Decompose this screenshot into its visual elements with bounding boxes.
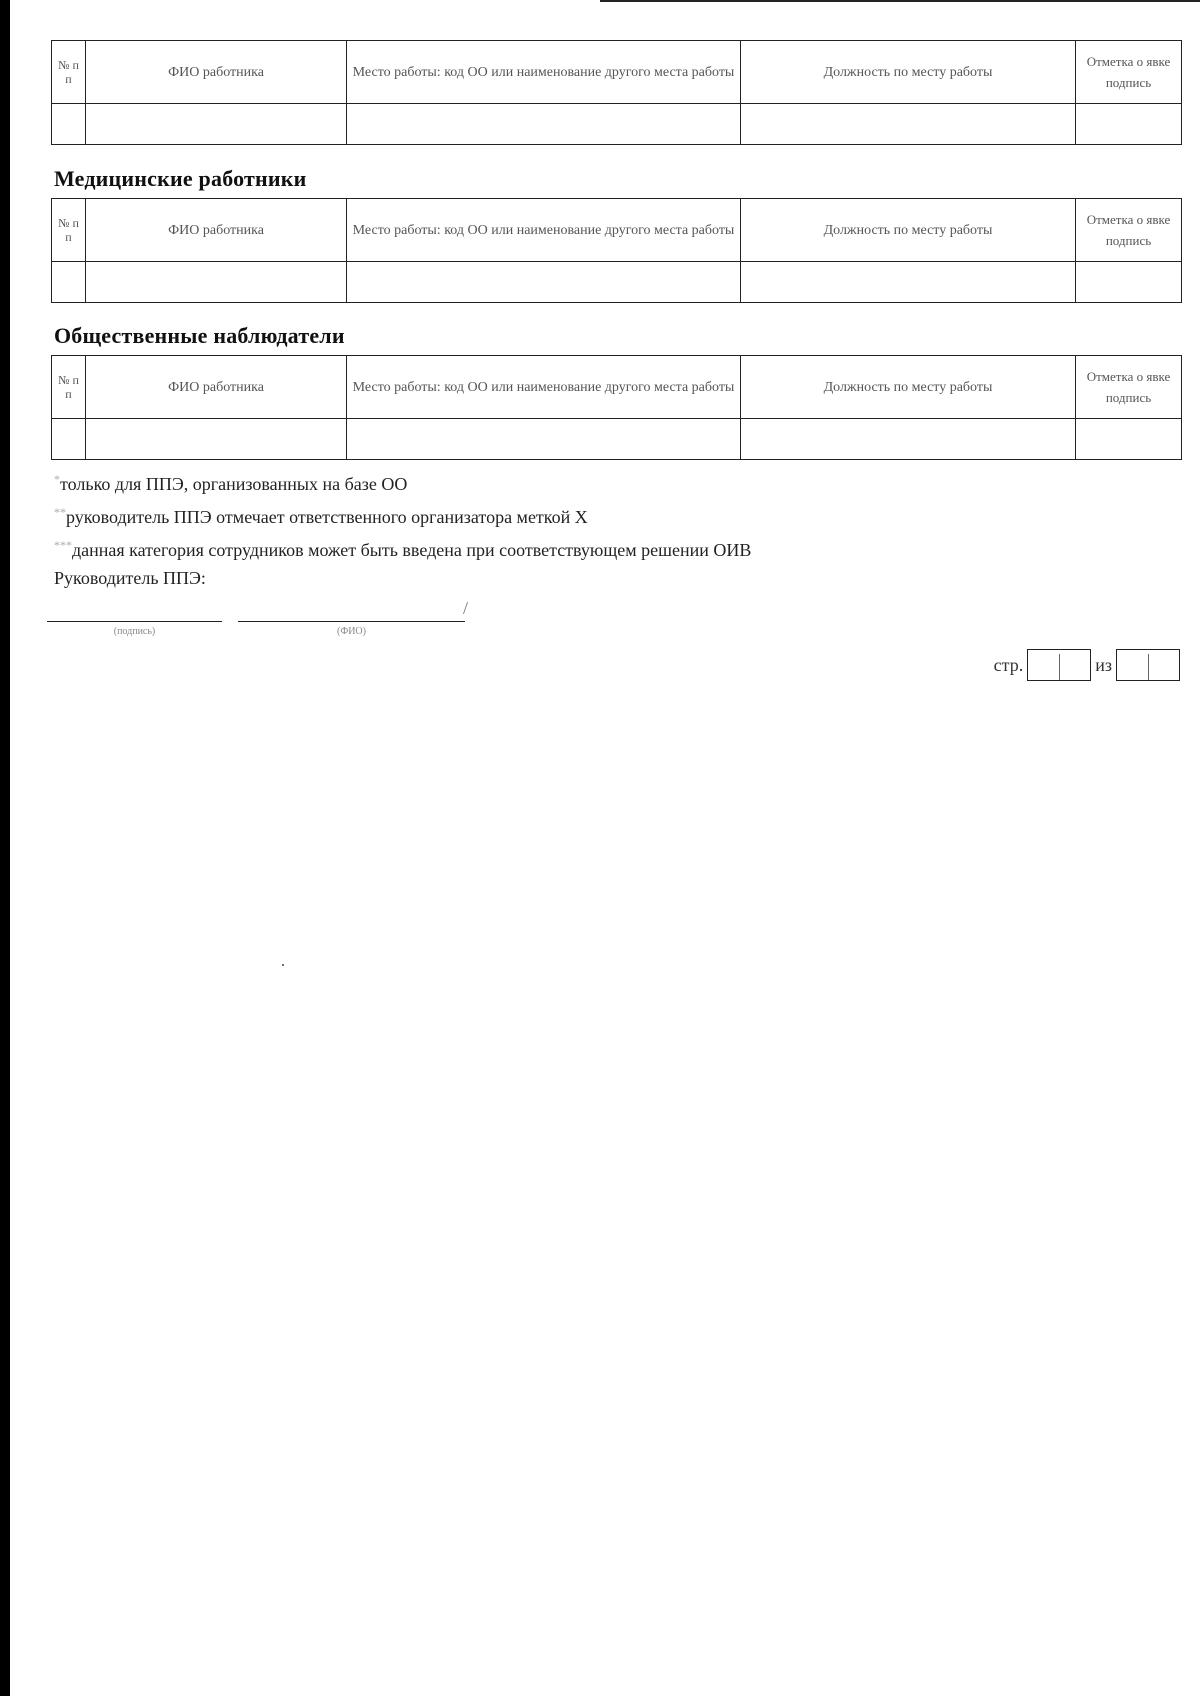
cell-position[interactable] bbox=[741, 262, 1076, 303]
scan-edge-left bbox=[0, 0, 10, 1696]
cell-fio[interactable] bbox=[86, 104, 347, 145]
cell-num[interactable] bbox=[52, 262, 86, 303]
table-header-row bbox=[52, 199, 1182, 262]
signature-slash: / bbox=[463, 598, 469, 618]
header-num: № п п bbox=[52, 199, 86, 262]
cell-workplace[interactable] bbox=[347, 104, 741, 145]
page-counter bbox=[994, 649, 1180, 681]
page-label: стр. bbox=[993, 654, 1024, 675]
name-caption: (ФИО) bbox=[336, 626, 366, 637]
section-title-observers: Общественные наблюдатели bbox=[54, 323, 345, 348]
scan-speck bbox=[282, 964, 284, 966]
cell-position[interactable] bbox=[741, 104, 1076, 145]
page-number-box[interactable] bbox=[1027, 649, 1091, 681]
cell-position[interactable] bbox=[741, 419, 1076, 460]
header-position: Должность по месту работы bbox=[741, 41, 1076, 104]
staff-table-1 bbox=[51, 40, 1182, 145]
footnote-3 bbox=[54, 538, 751, 561]
signature-line[interactable] bbox=[47, 621, 222, 622]
section-title-medical: Медицинские работники bbox=[54, 166, 307, 191]
header-num: № п п bbox=[52, 41, 86, 104]
header-workplace: Место работы: код ОО или наименование другого места работы bbox=[347, 356, 741, 419]
name-line[interactable] bbox=[238, 621, 465, 622]
scan-edge-top bbox=[600, 0, 1200, 2]
signature-caption: (подпись) bbox=[113, 626, 156, 637]
header-mark: Отметка о явке подпись bbox=[1076, 41, 1182, 104]
footnote-text: только для ППЭ, организованных на базе ОО bbox=[60, 474, 408, 494]
cell-num[interactable] bbox=[52, 419, 86, 460]
footnote-1 bbox=[54, 472, 407, 495]
table-header-row bbox=[52, 356, 1182, 419]
footnote-marker: ** bbox=[54, 505, 66, 519]
cell-num[interactable] bbox=[52, 104, 86, 145]
cell-mark[interactable] bbox=[1076, 419, 1182, 460]
header-num: № п п bbox=[52, 356, 86, 419]
footnote-marker: *** bbox=[54, 538, 72, 552]
footnote-text: руководитель ППЭ отмечает ответственного организатора меткой Х bbox=[66, 507, 588, 527]
header-fio: ФИО работника bbox=[86, 41, 347, 104]
cell-workplace[interactable] bbox=[347, 262, 741, 303]
footnote-text: данная категория сотрудников может быть введена при соответствующем решении ОИВ bbox=[72, 540, 752, 560]
header-mark: Отметка о явке подпись bbox=[1076, 199, 1182, 262]
cell-fio[interactable] bbox=[86, 419, 347, 460]
header-fio: ФИО работника bbox=[86, 356, 347, 419]
header-position: Должность по месту работы bbox=[741, 356, 1076, 419]
header-mark: Отметка о явке подпись bbox=[1076, 356, 1182, 419]
table-header-row bbox=[52, 41, 1182, 104]
of-label: из bbox=[1095, 654, 1112, 675]
footnote-marker: * bbox=[54, 472, 60, 486]
header-position: Должность по месту работы bbox=[741, 199, 1076, 262]
staff-table-observers bbox=[51, 355, 1182, 460]
cell-workplace[interactable] bbox=[347, 419, 741, 460]
header-fio: ФИО работника bbox=[86, 199, 347, 262]
staff-table-medical bbox=[51, 198, 1182, 303]
table-row bbox=[52, 262, 1182, 303]
page-total-box[interactable] bbox=[1116, 649, 1180, 681]
cell-fio[interactable] bbox=[86, 262, 347, 303]
footnote-2 bbox=[54, 505, 588, 528]
header-workplace: Место работы: код ОО или наименование другого места работы bbox=[347, 41, 741, 104]
header-workplace: Место работы: код ОО или наименование другого места работы bbox=[347, 199, 741, 262]
table-row bbox=[52, 104, 1182, 145]
signature-label: Руководитель ППЭ: bbox=[54, 568, 206, 588]
table-row bbox=[52, 419, 1182, 460]
cell-mark[interactable] bbox=[1076, 104, 1182, 145]
cell-mark[interactable] bbox=[1076, 262, 1182, 303]
